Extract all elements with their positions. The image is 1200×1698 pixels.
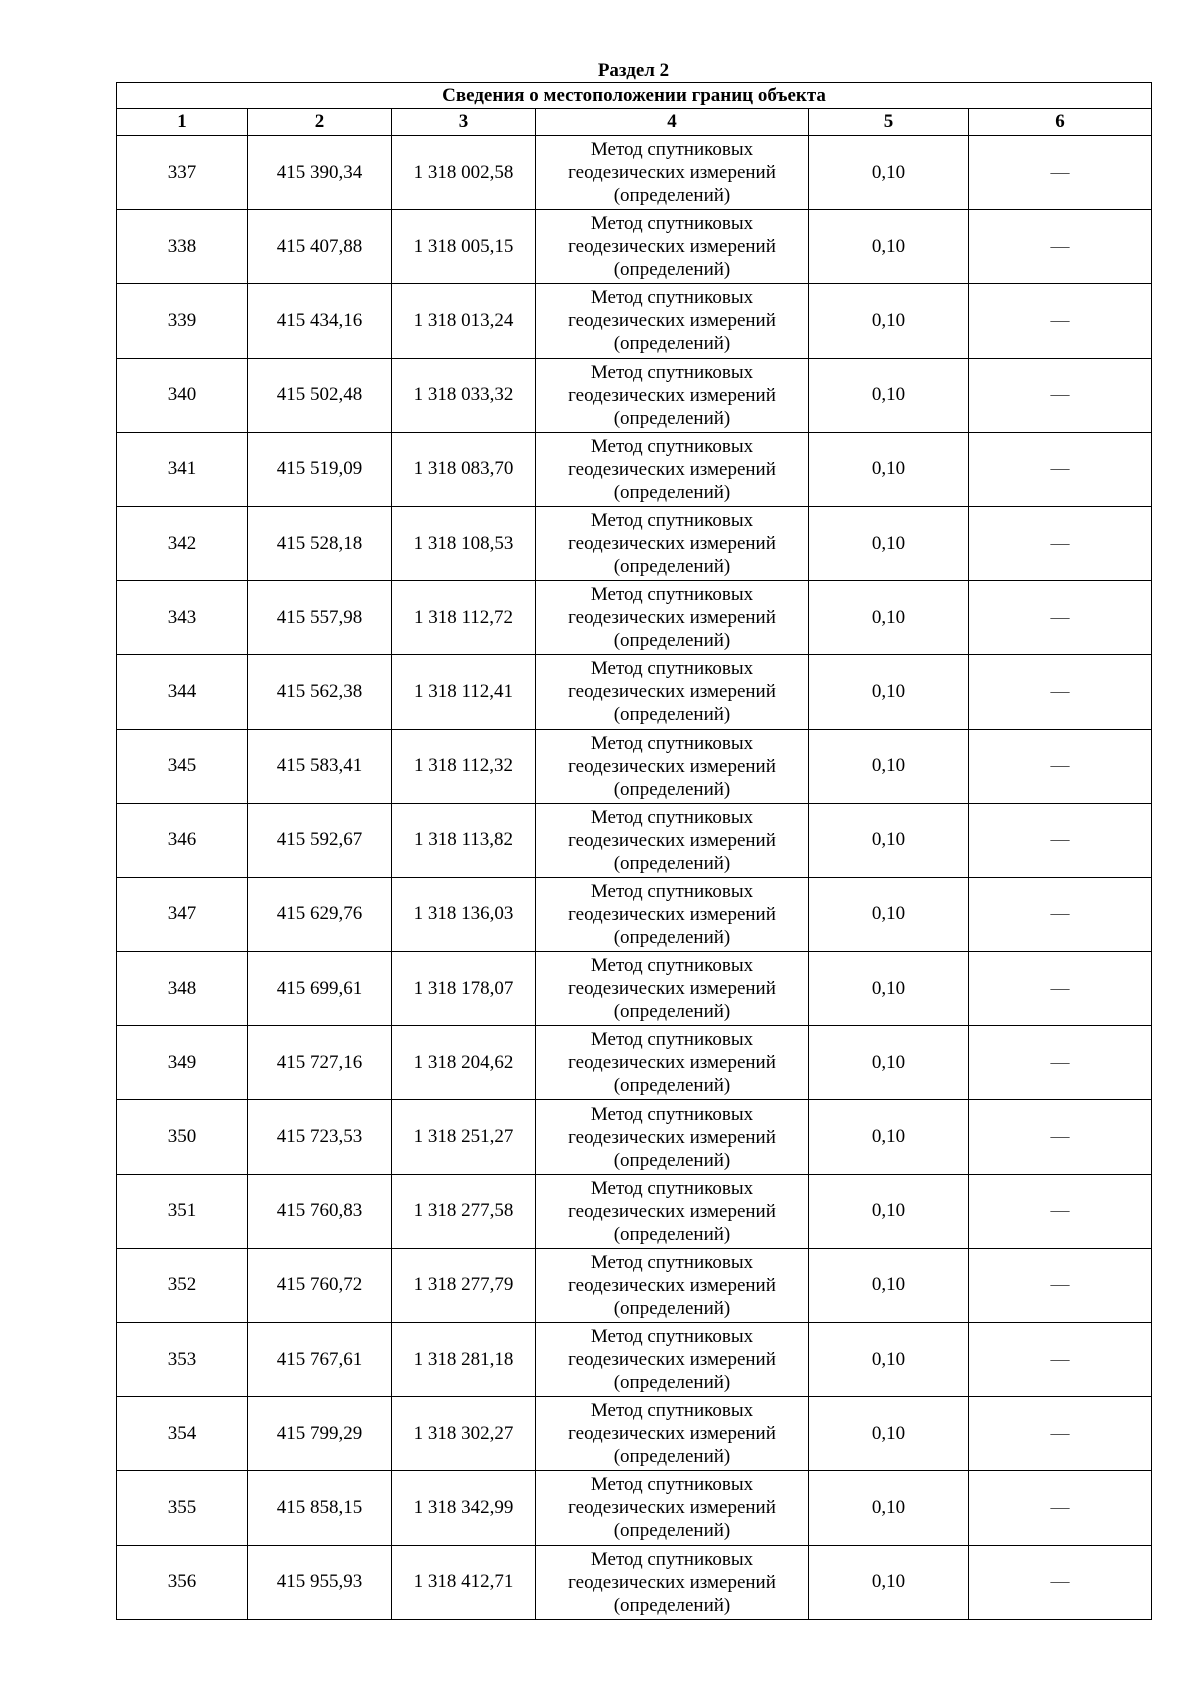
table-row: [117, 358, 1152, 432]
x-coordinate-cell: 415 407,88: [248, 210, 392, 284]
method-cell: [536, 1100, 809, 1174]
method-cell: [536, 729, 809, 803]
method-line: Метод спутниковых: [590, 1548, 754, 1570]
accuracy-cell: 0,10: [809, 1174, 969, 1248]
description-cell: —: [969, 1545, 1152, 1619]
method-line: Метод спутниковых: [590, 510, 754, 532]
y-coordinate-cell: 1 318 013,24: [392, 284, 536, 358]
y-coordinate-cell: 1 318 342,99: [392, 1471, 536, 1545]
accuracy-cell: 0,10: [809, 210, 969, 284]
x-coordinate-cell: 415 390,34: [248, 136, 392, 210]
point-number-cell: 352: [117, 1248, 248, 1322]
x-coordinate-cell: 415 629,76: [248, 877, 392, 951]
table-row: [117, 729, 1152, 803]
method-cell: [536, 1471, 809, 1545]
method-cell: [536, 655, 809, 729]
description-cell: —: [969, 506, 1152, 580]
point-number-cell: 342: [117, 506, 248, 580]
method-line: (определений): [613, 630, 731, 652]
table-row: [117, 284, 1152, 358]
table-row: [117, 506, 1152, 580]
method-line: (определений): [613, 926, 731, 948]
method-line: геодезических измерений: [568, 607, 776, 629]
accuracy-cell: 0,10: [809, 284, 969, 358]
method-cell: [536, 1323, 809, 1397]
point-number-cell: 344: [117, 655, 248, 729]
method-cell: [536, 1545, 809, 1619]
method-line: геодезических измерений: [568, 162, 776, 184]
method-line: Метод спутниковых: [590, 1474, 754, 1496]
x-coordinate-cell: 415 592,67: [248, 803, 392, 877]
accuracy-cell: 0,10: [809, 1026, 969, 1100]
method-cell: [536, 432, 809, 506]
method-cell: [536, 1248, 809, 1322]
method-line: (определений): [613, 852, 731, 874]
method-line: геодезических измерений: [568, 681, 776, 703]
accuracy-cell: 0,10: [809, 1471, 969, 1545]
method-line: (определений): [613, 481, 731, 503]
point-number-cell: 350: [117, 1100, 248, 1174]
description-cell: —: [969, 803, 1152, 877]
point-number-cell: 351: [117, 1174, 248, 1248]
x-coordinate-cell: 415 767,61: [248, 1323, 392, 1397]
method-line: (определений): [613, 333, 731, 355]
y-coordinate-cell: 1 318 302,27: [392, 1397, 536, 1471]
accuracy-cell: 0,10: [809, 655, 969, 729]
accuracy-cell: 0,10: [809, 506, 969, 580]
x-coordinate-cell: 415 799,29: [248, 1397, 392, 1471]
accuracy-cell: 0,10: [809, 432, 969, 506]
boundary-coordinates-table: [116, 82, 1152, 1620]
description-cell: —: [969, 1174, 1152, 1248]
method-line: Метод спутниковых: [590, 1177, 754, 1199]
y-coordinate-cell: 1 318 112,72: [392, 581, 536, 655]
table-row: [117, 803, 1152, 877]
description-cell: —: [969, 1248, 1152, 1322]
x-coordinate-cell: 415 760,83: [248, 1174, 392, 1248]
method-line: геодезических измерений: [568, 384, 776, 406]
x-coordinate-cell: 415 955,93: [248, 1545, 392, 1619]
table-row: [117, 1471, 1152, 1545]
x-coordinate-cell: 415 528,18: [248, 506, 392, 580]
method-line: (определений): [613, 185, 731, 207]
method-line: (определений): [613, 1297, 731, 1319]
x-coordinate-cell: 415 858,15: [248, 1471, 392, 1545]
method-line: геодезических измерений: [568, 310, 776, 332]
method-line: геодезических измерений: [568, 1571, 776, 1593]
description-cell: —: [969, 877, 1152, 951]
x-coordinate-cell: 415 699,61: [248, 952, 392, 1026]
method-line: (определений): [613, 407, 731, 429]
table-row: [117, 1174, 1152, 1248]
point-number-cell: 343: [117, 581, 248, 655]
y-coordinate-cell: 1 318 005,15: [392, 210, 536, 284]
method-line: геодезических измерений: [568, 903, 776, 925]
table-caption: Сведения о местоположении границ объекта: [117, 83, 1152, 109]
method-line: геодезических измерений: [568, 236, 776, 258]
y-coordinate-cell: 1 318 277,79: [392, 1248, 536, 1322]
accuracy-cell: 0,10: [809, 729, 969, 803]
accuracy-cell: 0,10: [809, 1100, 969, 1174]
accuracy-cell: 0,10: [809, 136, 969, 210]
method-line: геодезических измерений: [568, 1274, 776, 1296]
method-cell: [536, 506, 809, 580]
x-coordinate-cell: 415 723,53: [248, 1100, 392, 1174]
x-coordinate-cell: 415 502,48: [248, 358, 392, 432]
y-coordinate-cell: 1 318 204,62: [392, 1026, 536, 1100]
method-line: Метод спутниковых: [590, 287, 754, 309]
method-line: (определений): [613, 1520, 731, 1542]
method-cell: [536, 581, 809, 655]
method-line: геодезических измерений: [568, 1052, 776, 1074]
method-line: (определений): [613, 1223, 731, 1245]
section-title: Раздел 2: [597, 60, 670, 81]
column-number-6: 6: [969, 109, 1152, 136]
description-cell: —: [969, 136, 1152, 210]
method-line: Метод спутниковых: [590, 213, 754, 235]
point-number-cell: 347: [117, 877, 248, 951]
column-number-2: 2: [248, 109, 392, 136]
point-number-cell: 353: [117, 1323, 248, 1397]
method-line: геодезических измерений: [568, 458, 776, 480]
point-number-cell: 339: [117, 284, 248, 358]
point-number-cell: 356: [117, 1545, 248, 1619]
method-cell: [536, 1397, 809, 1471]
description-cell: —: [969, 581, 1152, 655]
table-row: [117, 432, 1152, 506]
y-coordinate-cell: 1 318 412,71: [392, 1545, 536, 1619]
method-cell: [536, 284, 809, 358]
x-coordinate-cell: 415 562,38: [248, 655, 392, 729]
method-line: геодезических измерений: [568, 978, 776, 1000]
point-number-cell: 348: [117, 952, 248, 1026]
method-line: (определений): [613, 1446, 731, 1468]
method-cell: [536, 952, 809, 1026]
method-line: Метод спутниковых: [590, 658, 754, 680]
x-coordinate-cell: 415 519,09: [248, 432, 392, 506]
description-cell: —: [969, 1471, 1152, 1545]
method-line: Метод спутниковых: [590, 1251, 754, 1273]
method-line: геодезических измерений: [568, 533, 776, 555]
accuracy-cell: 0,10: [809, 1397, 969, 1471]
table-row: [117, 655, 1152, 729]
accuracy-cell: 0,10: [809, 1248, 969, 1322]
column-number-1: 1: [117, 109, 248, 136]
table-row: [117, 210, 1152, 284]
column-number-3: 3: [392, 109, 536, 136]
column-number-row: [117, 109, 1152, 136]
table-row: [117, 1323, 1152, 1397]
x-coordinate-cell: 415 727,16: [248, 1026, 392, 1100]
x-coordinate-cell: 415 557,98: [248, 581, 392, 655]
y-coordinate-cell: 1 318 108,53: [392, 506, 536, 580]
y-coordinate-cell: 1 318 178,07: [392, 952, 536, 1026]
method-line: Метод спутниковых: [590, 1029, 754, 1051]
method-line: (определений): [613, 556, 731, 578]
method-line: Метод спутниковых: [590, 732, 754, 754]
method-line: геодезических измерений: [568, 829, 776, 851]
x-coordinate-cell: 415 760,72: [248, 1248, 392, 1322]
method-line: геодезических измерений: [568, 1200, 776, 1222]
method-line: Метод спутниковых: [590, 139, 754, 161]
table-caption-row: [117, 83, 1152, 109]
description-cell: —: [969, 952, 1152, 1026]
method-line: Метод спутниковых: [590, 435, 754, 457]
method-line: Метод спутниковых: [590, 806, 754, 828]
point-number-cell: 338: [117, 210, 248, 284]
x-coordinate-cell: 415 434,16: [248, 284, 392, 358]
method-line: Метод спутниковых: [590, 955, 754, 977]
method-line: (определений): [613, 778, 731, 800]
table-row: [117, 581, 1152, 655]
method-cell: [536, 358, 809, 432]
method-cell: [536, 803, 809, 877]
description-cell: —: [969, 1100, 1152, 1174]
description-cell: —: [969, 210, 1152, 284]
description-cell: —: [969, 358, 1152, 432]
y-coordinate-cell: 1 318 251,27: [392, 1100, 536, 1174]
method-line: Метод спутниковых: [590, 361, 754, 383]
column-number-4: 4: [536, 109, 809, 136]
method-line: геодезических измерений: [568, 1126, 776, 1148]
description-cell: —: [969, 432, 1152, 506]
y-coordinate-cell: 1 318 112,32: [392, 729, 536, 803]
description-cell: —: [969, 1026, 1152, 1100]
y-coordinate-cell: 1 318 113,82: [392, 803, 536, 877]
point-number-cell: 340: [117, 358, 248, 432]
point-number-cell: 341: [117, 432, 248, 506]
method-line: Метод спутниковых: [590, 880, 754, 902]
method-line: (определений): [613, 1001, 731, 1023]
table-row: [117, 952, 1152, 1026]
accuracy-cell: 0,10: [809, 877, 969, 951]
description-cell: —: [969, 284, 1152, 358]
method-cell: [536, 877, 809, 951]
y-coordinate-cell: 1 318 136,03: [392, 877, 536, 951]
description-cell: —: [969, 655, 1152, 729]
method-cell: [536, 136, 809, 210]
accuracy-cell: 0,10: [809, 803, 969, 877]
y-coordinate-cell: 1 318 083,70: [392, 432, 536, 506]
method-line: (определений): [613, 1594, 731, 1616]
point-number-cell: 355: [117, 1471, 248, 1545]
method-line: Метод спутниковых: [590, 1400, 754, 1422]
method-line: Метод спутниковых: [590, 584, 754, 606]
description-cell: —: [969, 1323, 1152, 1397]
y-coordinate-cell: 1 318 002,58: [392, 136, 536, 210]
table-row: [117, 1248, 1152, 1322]
point-number-cell: 349: [117, 1026, 248, 1100]
table-row: [117, 1397, 1152, 1471]
method-cell: [536, 1174, 809, 1248]
y-coordinate-cell: 1 318 277,58: [392, 1174, 536, 1248]
accuracy-cell: 0,10: [809, 1545, 969, 1619]
method-line: (определений): [613, 1075, 731, 1097]
y-coordinate-cell: 1 318 281,18: [392, 1323, 536, 1397]
y-coordinate-cell: 1 318 033,32: [392, 358, 536, 432]
method-line: (определений): [613, 1372, 731, 1394]
accuracy-cell: 0,10: [809, 581, 969, 655]
method-line: (определений): [613, 1149, 731, 1171]
accuracy-cell: 0,10: [809, 952, 969, 1026]
x-coordinate-cell: 415 583,41: [248, 729, 392, 803]
table-row: [117, 1100, 1152, 1174]
method-cell: [536, 1026, 809, 1100]
point-number-cell: 346: [117, 803, 248, 877]
table-row: [117, 877, 1152, 951]
table-row: [117, 1545, 1152, 1619]
method-line: геодезических измерений: [568, 1497, 776, 1519]
point-number-cell: 345: [117, 729, 248, 803]
description-cell: —: [969, 729, 1152, 803]
y-coordinate-cell: 1 318 112,41: [392, 655, 536, 729]
method-line: геодезических измерений: [568, 1349, 776, 1371]
method-line: геодезических измерений: [568, 1423, 776, 1445]
accuracy-cell: 0,10: [809, 1323, 969, 1397]
description-cell: —: [969, 1397, 1152, 1471]
point-number-cell: 337: [117, 136, 248, 210]
accuracy-cell: 0,10: [809, 358, 969, 432]
method-line: (определений): [613, 704, 731, 726]
table-row: [117, 136, 1152, 210]
method-line: геодезических измерений: [568, 755, 776, 777]
column-number-5: 5: [809, 109, 969, 136]
method-line: (определений): [613, 259, 731, 281]
method-cell: [536, 210, 809, 284]
method-line: Метод спутниковых: [590, 1326, 754, 1348]
method-line: Метод спутниковых: [590, 1103, 754, 1125]
table-row: [117, 1026, 1152, 1100]
point-number-cell: 354: [117, 1397, 248, 1471]
